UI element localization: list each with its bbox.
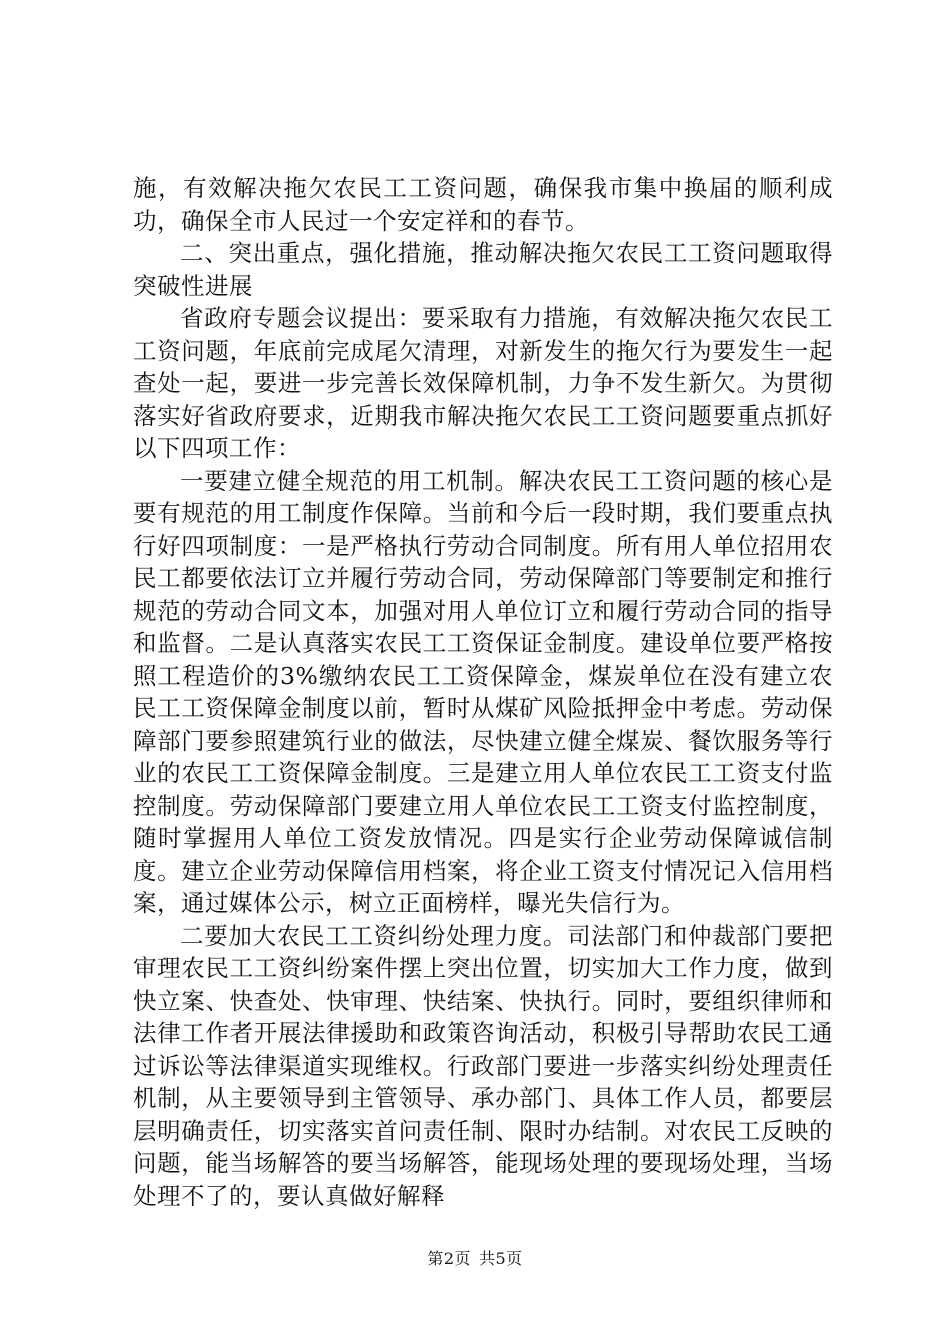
document-body xyxy=(133,172,833,1212)
page-number: 第2页 xyxy=(427,1249,471,1268)
paragraph-4: 一要建立健全规范的用工机制。解决农民工工资问题的核心是要有规范的用工制度作保障。当前和今后一段时期，我们要重点执行好四项制度：一是严格执行劳动合同制度。所有用人单位招用农民工都要依法订立并履行劳动合同，劳动保障部门等要制定和推行规范的劳动合同文本，加强对用人单位订立和履行劳动合同的指导和监督。二是认真落实农民工工资保证金制度。建设单位要严格按照工程造价的3%缴纳农民工工资保障金，煤炭单位在没有建立农民工工资保障金制度以前，暂时从煤矿风险抵押金中考虑。劳动保障部门要参照建筑行业的做法，尽快建立健全煤炭、餐饮服务等行业的农民工工资保障金制度。三是建立用人单位农民工工资支付监控制度。劳动保障部门要建立用人单位农民工工资支付监控制度，随时掌握用人单位工资发放情况。四是实行企业劳动保障诚信制度。建立企业劳动保障信用档案，将企业工资支付情况记入信用档案，通过媒体公示，树立正面榜样，曝光失信行为。 xyxy=(133,466,833,917)
paragraph-1: 施，有效解决拖欠农民工工资问题，确保我市集中换届的顺利成功，确保全市人民过一个安定祥和的春节。 xyxy=(133,174,833,235)
paragraph-3: 省政府专题会议提出：要采取有力措施，有效解决拖欠农民工工资问题，年底前完成尾欠清理，对新发生的拖欠行为要发生一起查处一起，要进一步完善长效保障机制，力争不发生新欠。为贯彻落实好省政府要求，近期我市解决拖欠农民工工资问题要重点抓好以下四项工作： xyxy=(133,304,833,462)
page-total: 共5页 xyxy=(479,1249,523,1268)
page-footer xyxy=(0,1246,950,1269)
paragraph-5: 二要加大农民工工资纠纷处理力度。司法部门和仲裁部门要把审理农民工工资纠纷案件摆上突出位置，切实加大工作力度，做到快立案、快查处、快审理、快结案、快执行。同时，要组织律师和法律工作者开展法律援助和政策咨询活动，积极引导帮助农民工通过诉讼等法律渠道实现维权。行政部门要进一步落实纠纷处理责任机制，从主要领导到主管领导、承办部门、具体工作人员，都要层层明确责任，切实落实首问责任制、限时办结制。对农民工反映的问题，能当场解答的要当场解答，能现场处理的要现场处理，当场处理不了的，要认真做好解释 xyxy=(133,921,833,1210)
section-heading: 二、突出重点，强化措施，推动解决拖欠农民工工资问题取得突破性进展 xyxy=(133,239,833,300)
